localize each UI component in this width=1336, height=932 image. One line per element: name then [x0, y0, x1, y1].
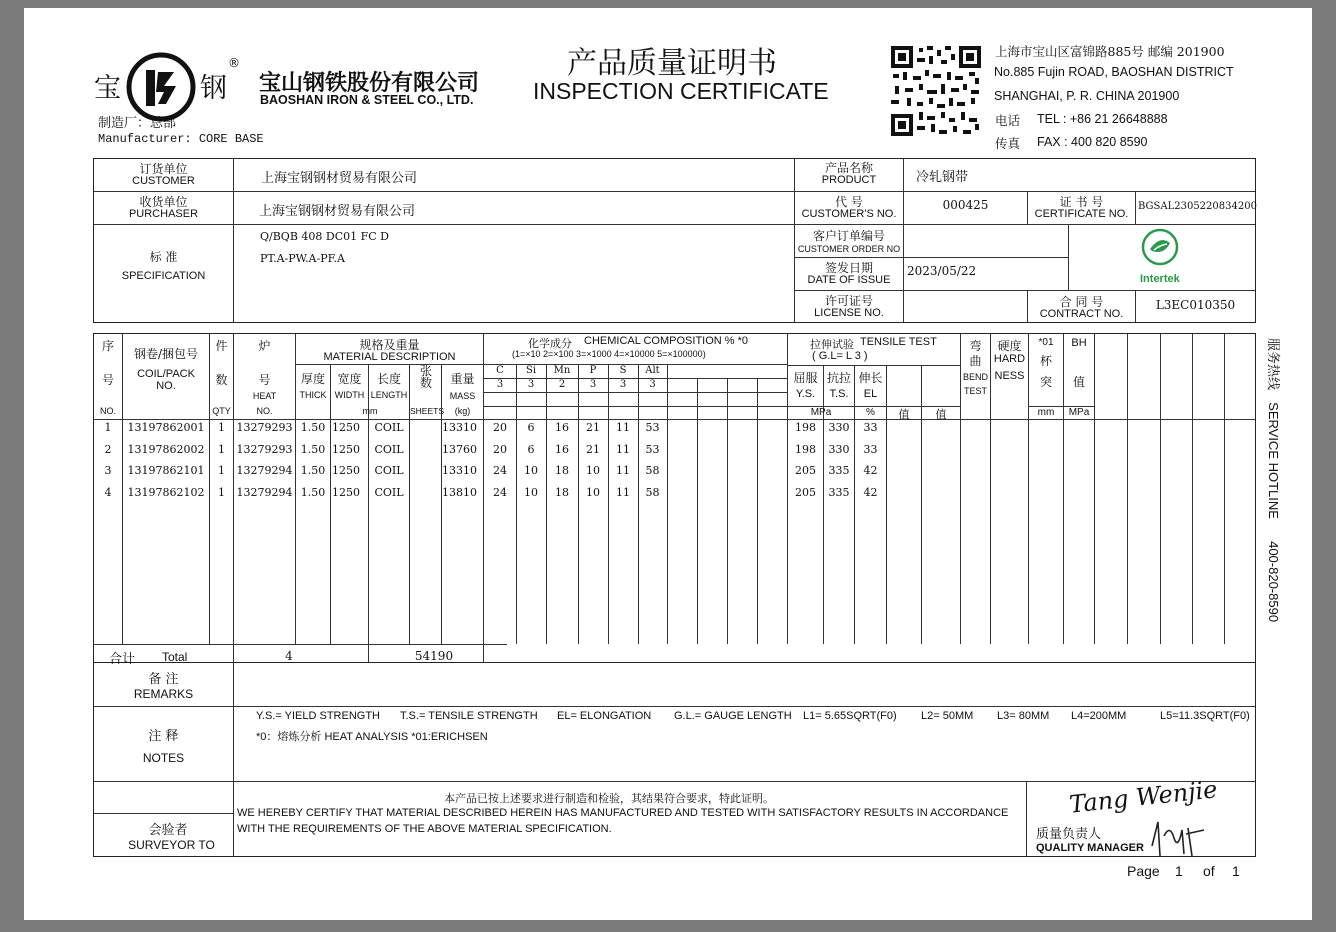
- hotline-label-en: SERVICE HOTLINE: [1266, 402, 1281, 519]
- chem-element-p: P: [589, 365, 597, 376]
- signature-text: Tang Wenjie: [1067, 775, 1219, 819]
- row-el: 33: [863, 421, 878, 434]
- row-mn: 16: [555, 421, 569, 434]
- total-mass: 54190: [414, 649, 454, 663]
- customer-label-cn: 订货单位: [139, 162, 188, 176]
- row-coil-no: 13197862101: [127, 464, 205, 477]
- row-c: 24: [493, 464, 507, 477]
- notes-definition: T.S.= TENSILE STRENGTH: [400, 710, 538, 722]
- col-hard-en2: NESS: [994, 370, 1025, 382]
- row-qty: 1: [218, 485, 225, 499]
- col-thick-en: THICK: [299, 390, 327, 400]
- license-label-en: LICENSE NO.: [814, 307, 884, 319]
- quality-manager-cn: 质量负责人: [1036, 827, 1102, 842]
- customer-label-en: CUSTOMER: [132, 175, 195, 187]
- custno-label-cn: 代 号: [835, 195, 863, 209]
- license-label-cn: 许可证号: [824, 294, 873, 308]
- row-mn: 18: [555, 464, 569, 477]
- address-en-1: No.885 Fujin ROAD, BAOSHAN DISTRICT: [994, 65, 1234, 79]
- fax-label-cn: 传真: [995, 136, 1021, 151]
- chem-scale-p: 3: [589, 379, 597, 390]
- row-ys: 198: [795, 421, 816, 434]
- surveyor-label-en: SURVEYOR TO: [128, 838, 215, 852]
- row-ts: 330: [828, 442, 850, 456]
- purchaser-label-cn: 收货单位: [139, 195, 188, 209]
- col-width-en: WIDTH: [334, 390, 365, 400]
- spec-value-2: PT.A-PW.A-PF.A: [260, 252, 345, 265]
- col-cup-3: 突: [1039, 375, 1052, 389]
- row-width: 1250: [332, 442, 360, 456]
- address-cn: 上海市宝山区富锦路885号 邮编 201900: [995, 44, 1225, 59]
- product-label-cn: 产品名称: [824, 161, 873, 175]
- hotline-label-cn: 服务热线: [1265, 338, 1280, 391]
- notes-label-cn: 注 释: [148, 729, 179, 744]
- remarks-label-en: REMARKS: [133, 687, 194, 701]
- custno-label-en: CUSTOMER'S NO.: [801, 208, 897, 220]
- hotline-number: 400-820-8590: [1266, 541, 1281, 623]
- col-cup-1: *01: [1038, 337, 1054, 348]
- col-coil-en2: NO.: [156, 380, 176, 392]
- col-cup-unit: mm: [1037, 407, 1055, 418]
- tel-value: TEL : +86 21 26648888: [1037, 112, 1168, 126]
- notes-definition: L4=200MM: [1071, 710, 1127, 722]
- chem-scale-si: 3: [527, 379, 535, 390]
- col-sheets-en: SHEETS: [410, 406, 445, 416]
- company-name-cn: 宝山钢铁股份有限公司: [259, 71, 480, 96]
- notes-label-en: NOTES: [142, 751, 185, 765]
- col-bend-en1: BEND: [962, 372, 988, 382]
- row-length: COIL: [374, 442, 404, 456]
- col-hard-en1: HARD: [993, 353, 1026, 365]
- row-mn: 18: [555, 485, 569, 499]
- notes-line-2: *0：熔炼分析 HEAT ANALYSIS *01:ERICHSEN: [256, 731, 488, 743]
- row-width: 1250: [332, 464, 360, 477]
- row-c: 24: [493, 485, 507, 499]
- certify-statement-en-2: WITH THE REQUIREMENTS OF THE ABOVE MATERIAL SPECIFICATION.: [237, 823, 612, 835]
- page-label: Page: [1127, 863, 1160, 879]
- registered-mark: ®: [228, 56, 240, 70]
- col-qty-cn2: 数: [215, 373, 228, 387]
- row-heat-no: 13279293: [236, 442, 293, 456]
- row-heat-no: 13279294: [236, 485, 293, 499]
- chem-element-mn: Mn: [553, 365, 571, 376]
- row-thick: 1.50: [300, 421, 326, 434]
- order-label-en: CUSTOMER ORDER NO: [797, 244, 901, 254]
- col-heat-cn1: 炉: [258, 339, 271, 353]
- page-number: 1: [1175, 863, 1183, 879]
- row-mass: 13810: [442, 485, 477, 499]
- row-qty: 1: [218, 464, 225, 477]
- intertek-mark-icon: [1140, 227, 1180, 267]
- col-bh-2: 值: [1072, 375, 1085, 389]
- row-p: 21: [586, 421, 600, 434]
- remarks-label-cn: 备 注: [148, 672, 179, 687]
- row-width: 1250: [332, 485, 360, 499]
- row-length: COIL: [374, 464, 404, 477]
- col-material-en: MATERIAL DESCRIPTION: [323, 351, 456, 363]
- contract-label-en: CONTRACT NO.: [1039, 308, 1124, 320]
- row-s: 11: [616, 421, 630, 434]
- date-value: 2023/05/22: [907, 264, 977, 278]
- row-thick: 1.50: [300, 464, 326, 477]
- customer-value: 上海宝钢钢材贸易有限公司: [261, 171, 418, 186]
- row-qty: 1: [218, 442, 225, 456]
- row-coil-no: 13197862102: [127, 485, 205, 499]
- row-s: 11: [616, 485, 630, 499]
- col-hard-cn: 硬度: [997, 339, 1022, 353]
- row-no: 2: [104, 442, 112, 456]
- row-heat-no: 13279294: [236, 464, 293, 477]
- row-ys: 198: [795, 442, 816, 456]
- spec-label-cn: 标 准: [149, 250, 178, 264]
- cert-label-en: CERTIFICATE NO.: [1034, 208, 1129, 220]
- surveyor-label-cn: 会验者: [148, 823, 188, 838]
- contract-label-cn: 合 同 号: [1059, 295, 1104, 309]
- chem-element-c: C: [496, 365, 504, 376]
- col-bend-en2: TEST: [963, 386, 987, 396]
- service-hotline: [1265, 338, 1284, 622]
- chem-element-si: Si: [525, 365, 537, 376]
- row-mn: 16: [555, 442, 569, 456]
- logo-right-char: 钢: [200, 73, 227, 104]
- col-strength-unit: MPa: [810, 407, 832, 418]
- col-qty-en: QTY: [212, 406, 231, 416]
- cert-label-cn: 证 书 号: [1059, 195, 1104, 209]
- row-qty: 1: [218, 421, 225, 434]
- col-thick-cn: 厚度: [300, 372, 325, 386]
- manufacturer-en: Manufacturer: CORE BASE: [98, 132, 264, 146]
- total-label-en: Total: [162, 650, 188, 664]
- col-mass-unit: (kg): [454, 406, 471, 416]
- col-coil-cn: 钢卷/捆包号: [133, 347, 199, 361]
- row-p: 21: [586, 442, 600, 456]
- notes-definition: L1= 5.65SQRT(F0): [803, 710, 897, 722]
- col-el-en: EL: [863, 388, 878, 400]
- row-c: 20: [493, 442, 507, 456]
- col-el-cn: 伸长: [858, 371, 883, 385]
- row-ts: 335: [828, 485, 850, 499]
- logo-left-char: 宝: [94, 73, 121, 104]
- purchaser-value: 上海宝钢钢材贸易有限公司: [259, 204, 416, 219]
- row-si: 6: [527, 442, 535, 456]
- certify-statement-en-1: WE HEREBY CERTIFY THAT MATERIAL DESCRIBED HEREIN HAS MANUFACTURED AND TESTED WITH SATISFACTORY RESULTS IN ACCORDANCE: [237, 807, 1009, 819]
- chem-element-alt: Alt: [645, 365, 660, 376]
- company-name-en: BAOSHAN IRON & STEEL CO., LTD.: [260, 93, 474, 107]
- row-mass: 13760: [442, 442, 477, 456]
- row-el: 42: [863, 485, 878, 499]
- notes-definition: L2= 50MM: [921, 710, 974, 722]
- col-seq-en: NO.: [99, 406, 116, 416]
- tel-label-cn: 电话: [995, 113, 1021, 128]
- purchaser-label-en: PURCHASER: [128, 208, 199, 220]
- col-mass-en: MASS: [449, 391, 476, 401]
- row-width: 1250: [332, 421, 360, 434]
- manufacturer-cn: 制造厂：总部: [98, 116, 177, 131]
- col-width-cn: 宽度: [337, 372, 362, 386]
- row-ys: 205: [795, 464, 816, 477]
- page-total: 1: [1232, 863, 1240, 879]
- row-coil-no: 13197862002: [127, 442, 205, 456]
- col-heat-en1: HEAT: [252, 391, 277, 401]
- chem-scale-s: 3: [619, 379, 627, 390]
- col-seq-cn1: 序: [101, 339, 114, 353]
- chem-scale-mn: 2: [558, 379, 566, 390]
- col-tensile-en: TENSILE TEST: [860, 336, 937, 348]
- row-alt: 53: [645, 421, 660, 434]
- total-label-cn: 合计: [109, 652, 136, 667]
- col-ys-cn: 屈服: [793, 371, 818, 385]
- signature-scribble-icon: [1148, 816, 1208, 860]
- col-tensile-cn: 拉伸试验: [810, 338, 854, 351]
- col-bend-cn1: 弯: [969, 339, 982, 353]
- row-alt: 58: [645, 485, 660, 499]
- notes-definition: G.L.= GAUGE LENGTH: [674, 710, 792, 722]
- row-ts: 330: [828, 421, 850, 434]
- col-ys-en: Y.S.: [795, 388, 816, 400]
- col-heat-en2: NO.: [256, 406, 273, 416]
- row-alt: 58: [645, 464, 660, 477]
- chem-scale-c: 3: [496, 379, 504, 390]
- row-length: COIL: [374, 485, 404, 499]
- notes-definition: L3= 80MM: [997, 710, 1050, 722]
- col-material-cn: 规格及重量: [359, 338, 420, 352]
- row-ys: 205: [795, 485, 816, 499]
- fax-value: FAX : 400 820 8590: [1037, 135, 1148, 149]
- row-si: 10: [524, 485, 538, 499]
- col-ts-en: T.S.: [829, 388, 849, 400]
- address-en-2: SHANGHAI, P. R. CHINA 201900: [994, 89, 1180, 103]
- col-chem-en: CHEMICAL COMPOSITION % *0: [584, 335, 749, 347]
- row-el: 42: [863, 464, 878, 477]
- col-length-cn: 长度: [376, 372, 401, 386]
- title-cn: 产品质量证明书: [567, 46, 777, 81]
- col-bend-cn2: 曲: [969, 354, 982, 368]
- row-heat-no: 13279293: [236, 421, 293, 434]
- product-label-en: PRODUCT: [821, 174, 877, 186]
- row-no: 4: [104, 485, 112, 499]
- row-p: 10: [586, 485, 600, 499]
- chem-scale-alt: 3: [649, 379, 656, 390]
- intertek-label: Intertek: [1140, 273, 1180, 285]
- spec-label-en: SPECIFICATION: [121, 270, 206, 282]
- col-ts-cn: 抗拉: [826, 371, 851, 385]
- order-label-cn: 客户订单编号: [812, 229, 885, 243]
- row-no: 1: [104, 421, 112, 434]
- col-heat-cn2: 号: [258, 373, 271, 387]
- row-el: 33: [863, 442, 878, 456]
- row-s: 11: [616, 442, 630, 456]
- row-s: 11: [616, 464, 630, 477]
- certificate-page: [24, 8, 1312, 920]
- row-no: 3: [104, 464, 112, 477]
- col-coil-en1: COIL/PACK: [137, 368, 195, 380]
- contract-value: L3EC010350: [1155, 298, 1236, 312]
- row-length: COIL: [374, 421, 404, 434]
- row-c: 20: [493, 421, 507, 434]
- col-dim-unit: mm: [362, 406, 378, 416]
- col-cup-2: 杯: [1039, 354, 1052, 368]
- col-val2: 值: [935, 408, 947, 421]
- row-alt: 53: [645, 442, 660, 456]
- row-thick: 1.50: [300, 442, 326, 456]
- row-p: 10: [586, 464, 600, 477]
- date-label-en: DATE OF ISSUE: [807, 274, 891, 286]
- row-thick: 1.50: [300, 485, 326, 499]
- row-mass: 13310: [442, 464, 477, 477]
- total-qty: 4: [285, 649, 293, 663]
- col-sheets-cn: 张数: [420, 364, 433, 390]
- chem-element-s: S: [619, 365, 627, 376]
- col-seq-cn2: 号: [101, 373, 114, 387]
- certify-statement-cn: 本产品已按上述要求进行制造和检验，其结果符合要求，特此证明。: [444, 792, 774, 805]
- col-chem-scale: (1=×10 2=×100 3=×1000 4=×10000 5=×100000): [512, 349, 706, 359]
- date-label-cn: 签发日期: [824, 261, 873, 275]
- row-ts: 335: [828, 464, 850, 477]
- col-gauge-length: ( G.L= L 3 ): [812, 350, 868, 362]
- notes-definition: L5=11.3SQRT(F0): [1160, 710, 1250, 722]
- col-mass-cn: 重量: [450, 372, 475, 386]
- col-qty-cn1: 件: [215, 339, 228, 353]
- quality-manager-en: QUALITY MANAGER: [1036, 842, 1144, 854]
- row-coil-no: 13197862001: [127, 421, 205, 434]
- col-val1: 值: [898, 408, 910, 421]
- notes-definition: EL= ELONGATION: [557, 710, 652, 722]
- col-bh-unit: MPa: [1068, 407, 1090, 418]
- row-mass: 13310: [442, 421, 477, 434]
- qr-code-icon: [891, 46, 981, 136]
- row-si: 6: [527, 421, 535, 434]
- page-of: of: [1203, 863, 1215, 879]
- col-bh-1: BH: [1071, 337, 1087, 349]
- notes-definition: Y.S.= YIELD STRENGTH: [256, 710, 380, 722]
- product-value: 冷轧钢带: [916, 170, 969, 185]
- col-length-en: LENGTH: [370, 390, 408, 400]
- cert-value: BGSAL2305220834200: [1138, 201, 1257, 212]
- row-si: 10: [524, 464, 538, 477]
- spec-value-1: Q/BQB 408 DC01 FC D: [260, 230, 389, 243]
- custno-value: 000425: [942, 198, 989, 212]
- col-chem-cn: 化学成分: [528, 337, 572, 350]
- col-el-unit: %: [866, 407, 875, 418]
- title-en: INSPECTION CERTIFICATE: [533, 78, 829, 104]
